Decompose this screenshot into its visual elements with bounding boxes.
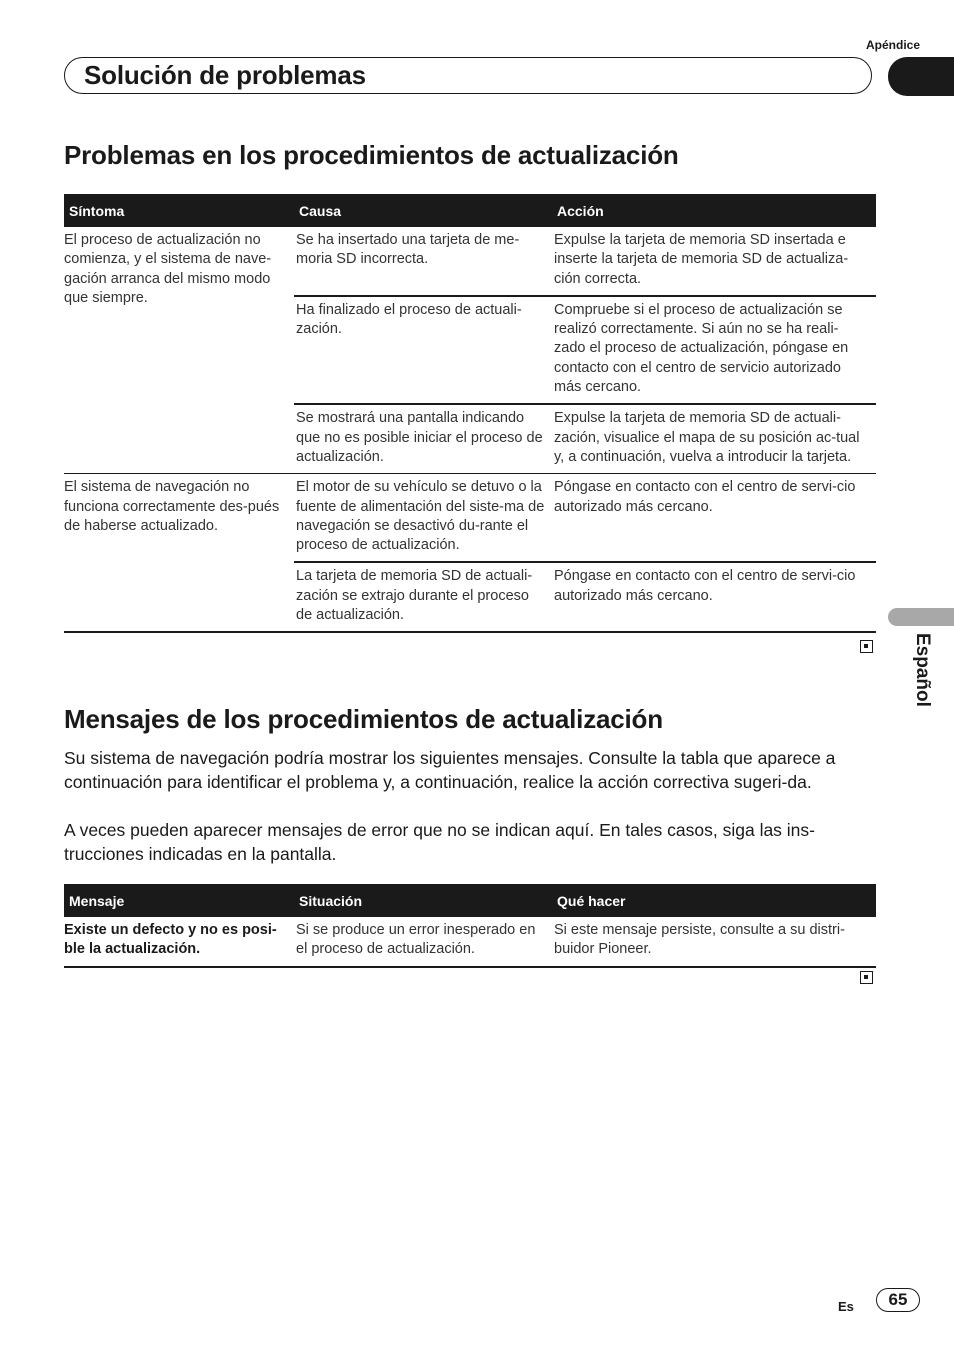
problems-header-row	[64, 194, 876, 227]
message-cell: Existe un defecto y no es posi-ble la actualización.	[64, 917, 294, 967]
problems-heading: Problemas en los procedimientos de actualización	[64, 140, 679, 170]
action-cell: Póngase en contacto con el centro de servi-cio autorizado más cercano.	[552, 474, 876, 563]
problems-table	[64, 194, 876, 633]
section-title: Solución de problemas	[84, 60, 366, 90]
messages-heading: Mensajes de los procedimientos de actualización	[64, 704, 663, 734]
table-row	[64, 917, 876, 967]
language-label: Español	[912, 633, 933, 707]
messages-note: A veces pueden aparecer mensajes de error que no se indican aquí. En tales casos, siga las ins-trucciones indicadas en la pantalla.	[64, 820, 815, 864]
messages-table	[64, 884, 876, 968]
symptom-cell: El sistema de navegación no funciona correctamente des-pués de haberse actualizado.	[64, 474, 294, 633]
cause-cell: Se ha insertado una tarjeta de me-moria SD incorrecta.	[296, 232, 520, 268]
column-header: Causa	[294, 194, 552, 227]
cause-cell: El motor de su vehículo se detuvo o la fuente de alimentación del siste-ma de navegación se desactivó du-rante el proceso de actualización.	[294, 474, 552, 563]
action-cell: Póngase en contacto con el centro de servi-cio autorizado más cercano.	[552, 562, 876, 632]
column-header: Situación	[294, 884, 552, 917]
messages-intro: Su sistema de navegación podría mostrar los siguientes mensajes. Consulte la tabla que aparece a continuación para identificar el problema y, a continuación, realice la acción correctiva sugeri-da.	[64, 748, 836, 792]
situation-cell: Si se produce un error inesperado en el proceso de actualización.	[294, 917, 552, 967]
end-of-section-icon	[860, 640, 873, 653]
language-tab	[888, 608, 954, 626]
column-header: Acción	[552, 194, 876, 227]
table-row	[64, 227, 876, 296]
chapter-tab	[888, 57, 954, 96]
table-row	[64, 474, 876, 563]
messages-header-row	[64, 884, 876, 917]
cause-cell: Ha finalizado el proceso de actuali-zación.	[294, 296, 552, 404]
symptom-cell: El proceso de actualización no comienza, y el sistema de nave-gación arranca del mismo modo que siempre.	[64, 232, 272, 306]
column-header: Qué hacer	[552, 884, 876, 917]
action-cell: Expulse la tarjeta de memoria SD de actuali-zación, visualice el mapa de su posición ac-tual y, a continuación, vuelva a introducir la tarjeta.	[552, 404, 876, 473]
todo-cell: Si este mensaje persiste, consulte a su distri-buidor Pioneer.	[552, 917, 876, 967]
cause-cell: La tarjeta de memoria SD de actuali-zación se extrajo durante el proceso de actualización.	[294, 562, 552, 632]
end-of-section-icon	[860, 971, 873, 984]
action-cell: Compruebe si el proceso de actualización se realizó correctamente. Si aún no se ha reali-zado el proceso de actualización, póngase en contacto con el centro de servicio autorizado más cercano.	[552, 296, 876, 404]
footer-language: Es	[838, 1299, 854, 1314]
cause-cell: Se mostrará una pantalla indicando que no es posible iniciar el proceso de actualización.	[294, 404, 552, 473]
column-header: Mensaje	[64, 884, 294, 917]
action-cell: Expulse la tarjeta de memoria SD insertada e inserte la tarjeta de memoria SD de actualiza-ción correcta.	[554, 232, 849, 287]
column-header: Síntoma	[64, 194, 294, 227]
page-number: 65	[876, 1288, 920, 1312]
appendix-label: Apéndice	[866, 38, 921, 52]
